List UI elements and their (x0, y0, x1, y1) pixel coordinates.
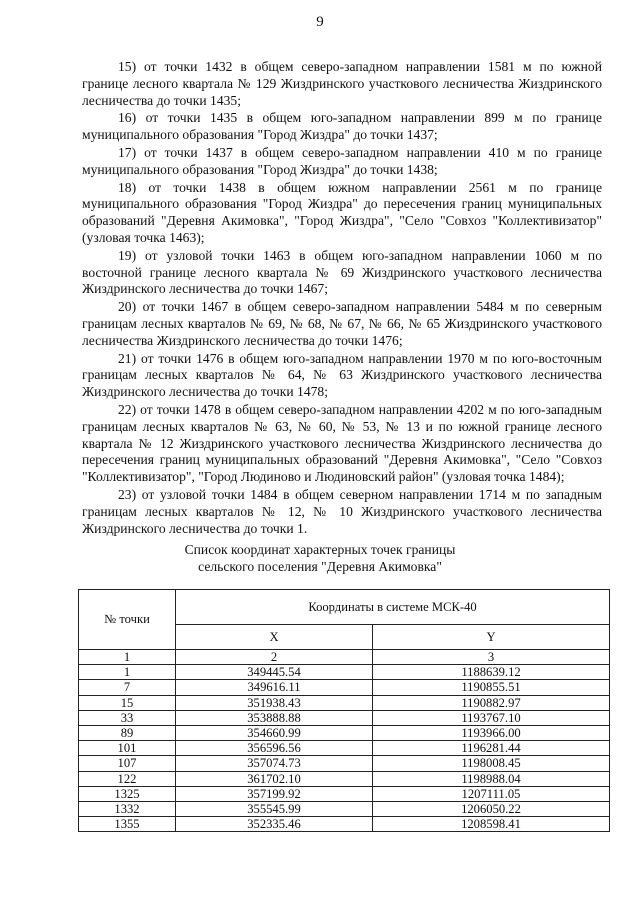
paragraph-21: 21) от точки 1476 в общем юго-западном направлении 1970 м по юго-восточным границам лесных кварталов № 64, № 63 Жиздринского участкового лесничества Жиздринского лесничества до точки 1478; (82, 350, 602, 400)
column-index-cell: 1 (79, 650, 176, 665)
column-index-cell: 3 (373, 650, 610, 665)
table-caption-line-2: сельского поселения "Деревня Акимовка" (198, 559, 442, 574)
table-row (79, 756, 610, 771)
header-y: Y (373, 625, 610, 650)
table-caption (0, 541, 640, 575)
header-point-number: № точки (79, 590, 176, 650)
paragraph-20: 20) от точки 1467 в общем северо-западном направлении 5484 м по северным границам лесных кварталов № 69, № 68, № 67, № 66, № 65 Жиздринского участкового лесничества Жиздринского лесничества до точки 1476; (82, 299, 602, 348)
table-row (79, 786, 610, 801)
y-coordinate-cell: 1206050.22 (373, 802, 610, 817)
paragraph-17: 17) от точки 1437 в общем северо-западном направлении 410 м по границе муниципального образования "Город Жиздра" до точки 1438; (82, 144, 602, 177)
x-coordinate-cell: 354660.99 (176, 726, 373, 741)
y-coordinate-cell: 1196281.44 (373, 741, 610, 756)
table-row (79, 695, 610, 710)
x-coordinate-cell: 349445.54 (176, 665, 373, 680)
point-number-cell: 1355 (79, 817, 176, 832)
x-coordinate-cell: 349616.11 (176, 680, 373, 695)
point-number-cell: 33 (79, 710, 176, 725)
x-coordinate-cell: 357199.92 (176, 786, 373, 801)
boundary-description (82, 59, 602, 538)
coordinates-table-body (79, 650, 610, 832)
header-coordinate-system: Координаты в системе МСК-40 (176, 590, 610, 625)
y-coordinate-cell: 1188639.12 (373, 665, 610, 680)
paragraph-23: 23) от узловой точки 1484 в общем северном направлении 1714 м по западным границам лесных кварталов № 12, № 10 Жиздринского участкового лесничества Жиздринского лесничества до точки 1. (82, 486, 602, 536)
paragraph-16: 16) от точки 1435 в общем юго-западном направлении 899 м по границе муниципального образования "Город Жиздра" до точки 1437; (82, 110, 602, 143)
x-coordinate-cell: 352335.46 (176, 817, 373, 832)
page-number: 9 (316, 14, 324, 30)
point-number-cell: 122 (79, 771, 176, 786)
x-coordinate-cell: 353888.88 (176, 710, 373, 725)
coordinates-table (78, 589, 610, 832)
point-number-cell: 107 (79, 756, 176, 771)
y-coordinate-cell: 1207111.05 (373, 786, 610, 801)
y-coordinate-cell: 1198988.04 (373, 771, 610, 786)
x-coordinate-cell: 357074.73 (176, 756, 373, 771)
column-index-cell: 2 (176, 650, 373, 665)
point-number-cell: 7 (79, 680, 176, 695)
x-coordinate-cell: 351938.43 (176, 695, 373, 710)
point-number-cell: 89 (79, 726, 176, 741)
x-coordinate-cell: 361702.10 (176, 771, 373, 786)
table-row (79, 817, 610, 832)
table-row (79, 771, 610, 786)
paragraph-15: 15) от точки 1432 в общем северо-западном направлении 1581 м по южной границе лесного квартала № 129 Жиздринского участкового лесничества Жиздринского лесничества до точки 1435; (82, 59, 602, 108)
point-number-cell: 15 (79, 695, 176, 710)
header-x: X (176, 625, 373, 650)
y-coordinate-cell: 1190855.51 (373, 680, 610, 695)
table-row (79, 741, 610, 756)
paragraph-19: 19) от узловой точки 1463 в общем юго-западном направлении 1060 м по восточной границе лесного квартала № 69 Жиздринского участкового лесничества Жиздринского лесничества до точки 1467; (82, 247, 602, 297)
point-number-cell: 1 (79, 665, 176, 680)
point-number-cell: 1325 (79, 786, 176, 801)
point-number-cell: 101 (79, 741, 176, 756)
table-caption-line-1: Список координат характерных точек границы (184, 542, 456, 557)
paragraph-18: 18) от точки 1438 в общем южном направлении 2561 м по границе муниципального образования "Город Жиздра" до пересечения границ муниципальных образований "Деревня Акимовка", "Город Жиздра", "Село "Совхоз "Коллективизатор" (узловая точка 1463); (82, 179, 602, 245)
x-coordinate-cell: 356596.56 (176, 741, 373, 756)
x-coordinate-cell: 355545.99 (176, 802, 373, 817)
paragraph-22: 22) от точки 1478 в общем северо-западном направлении 4202 м по юго-западным границам лесных кварталов № 63, № 60, № 53, № 13 и по южной границе лесного квартала № 12 Жиздринского участкового лесничества Жиздринского лесничества до пересечения границ муниципальных образований "Деревня Акимовка", "Село "Совхоз "Коллективизатор", "Город Людиново и Людиновский район" (узловая точка 1484); (82, 401, 602, 485)
table-row (79, 802, 610, 817)
column-index-row (79, 650, 610, 665)
y-coordinate-cell: 1208598.41 (373, 817, 610, 832)
y-coordinate-cell: 1193966.00 (373, 726, 610, 741)
table-row (79, 680, 610, 695)
y-coordinate-cell: 1190882.97 (373, 695, 610, 710)
table-row (79, 710, 610, 725)
y-coordinate-cell: 1198008.45 (373, 756, 610, 771)
table-row (79, 665, 610, 680)
point-number-cell: 1332 (79, 802, 176, 817)
y-coordinate-cell: 1193767.10 (373, 710, 610, 725)
table-row (79, 726, 610, 741)
